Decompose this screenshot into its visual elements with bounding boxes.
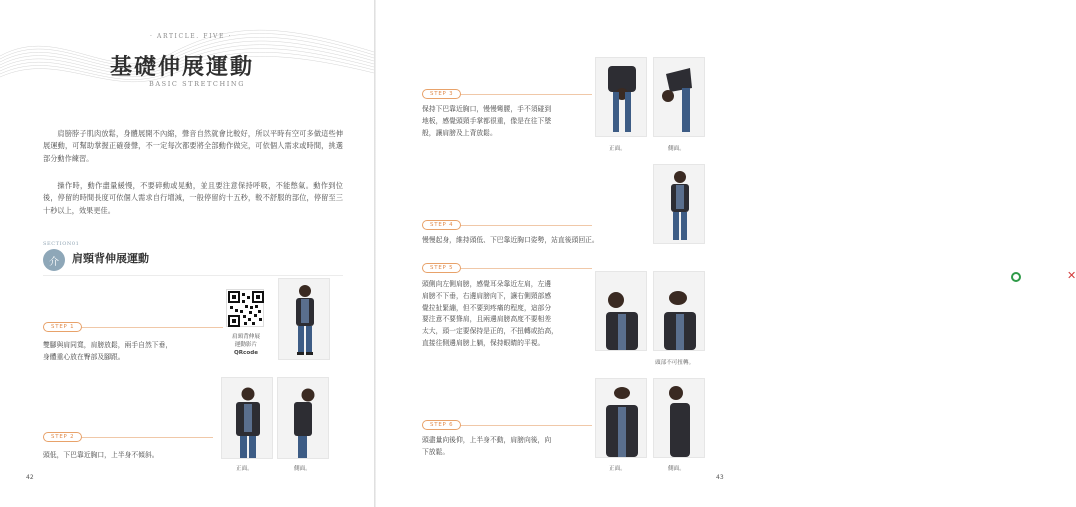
correct-mark-icon <box>1011 272 1021 282</box>
step-1-text-line-1: 雙腳與肩同寬，肩膀放鬆，兩手自然下垂， <box>43 341 173 349</box>
step-5-label: STEP 5 <box>422 263 461 273</box>
step-6-label: STEP 6 <box>422 420 461 430</box>
photo-step6-front <box>595 378 647 458</box>
page-subtitle: BASIC STRETCHING <box>149 80 245 88</box>
step-5-text-line-1: 頭側向左側肩膀，感覺耳朵靠近左肩，左邊 <box>422 280 552 288</box>
intro-paragraph-1: 肩膀脖子肌肉放鬆，身體展開不內縮，聲音自然就會比較好，所以平時有空可多做這些伸展運動，可幫助掌握正確發聲，不一定每次都要將全部動作做完，可依個人需求或時間，挑選部分動作練習。 <box>43 129 343 163</box>
qr-code-icon <box>227 290 265 328</box>
step-1-text <box>43 340 172 364</box>
step-3-text-line-1: 保持下巴靠近胸口，慢慢彎腰，手不須碰到 <box>422 105 552 113</box>
qr-caption <box>222 333 270 357</box>
photo-step4 <box>653 164 705 244</box>
step6-front-caption: 正面。 <box>609 466 626 472</box>
qr-caption-line-2: 運動影片 <box>234 342 258 348</box>
step-1-label: STEP 1 <box>43 322 82 332</box>
left-page <box>0 0 374 507</box>
step-5-text-line-5: 太大，頭一定要保持是正的，不扭轉或抬高， <box>422 327 558 336</box>
step-6-text-line-1: 頭盡量向後仰，上半身不動，肩膀向後，向 <box>422 436 552 444</box>
section-tag: SECTION01 <box>43 241 80 247</box>
step-3-text-line-2: 地板，感覺頭頸手掌都很重，像是在往下墜 <box>422 116 552 125</box>
step-3-text <box>422 104 551 139</box>
person-head-down-front-figure <box>222 378 274 460</box>
qr-caption-line-3: QRcode <box>233 350 259 356</box>
right-page <box>376 0 1076 507</box>
section-divider <box>43 275 343 276</box>
person-bending-side-figure <box>654 58 706 138</box>
intro-paragraph-2: 操作時，動作盡量緩慢，不要碎動或晃動，並且要注意保持呼吸，不能憋氣。動作到位後，停留的時間長度可依個人需求自行增減，一般停留約十五秒，較不舒服的部位，停留至三十秒以上，效果更佳。 <box>43 181 343 215</box>
article-eyebrow: · ARTICLE. FIVE · <box>150 33 232 40</box>
step3-side-caption: 側面。 <box>668 146 685 152</box>
step-2-label: STEP 2 <box>43 432 82 442</box>
page-title: 基礎伸展運動 <box>110 55 255 80</box>
step-5-text <box>422 279 558 350</box>
person-head-tilt-correct-figure <box>596 272 648 352</box>
step-1-text-line-2: 身體重心放在臀部及腳跟。 <box>43 352 125 361</box>
step-2-text: 頭低，下巴靠近胸口，上半身不傾斜。 <box>43 451 159 459</box>
step-5-text-line-3: 覺拉扯緊繃，但不要到疼痛的程度，這部分 <box>422 303 552 312</box>
photo-step3-front <box>595 57 647 137</box>
qr-caption-line-1: 肩頸背伸展 <box>232 334 260 340</box>
person-head-back-side-figure <box>654 379 706 459</box>
page-number-right: 43 <box>716 474 724 481</box>
page-number-left: 42 <box>26 474 34 481</box>
step-3-label: STEP 3 <box>422 89 461 99</box>
wrong-mark-icon: ✕ <box>1067 269 1076 282</box>
step-3-text-line-3: 般，讓肩膀及上背放鬆。 <box>422 128 497 137</box>
step3-front-caption: 正面。 <box>609 146 626 152</box>
person-bending-front-figure <box>596 58 648 138</box>
qr-code[interactable] <box>226 289 264 327</box>
photo-step2-side <box>277 377 329 459</box>
step-4-label: STEP 4 <box>422 220 461 230</box>
person-rising-figure <box>654 165 706 245</box>
person-head-twist-wrong-figure <box>654 272 706 352</box>
step6-side-caption: 側面。 <box>668 466 685 472</box>
person-head-down-side-figure <box>278 378 330 460</box>
section-badge: 介 <box>43 249 65 271</box>
step-5-text-line-6: 直接往側邊肩膀上躺，保持眼睛的平視。 <box>422 338 545 347</box>
section-title: 肩頸背伸展運動 <box>72 252 149 265</box>
person-head-back-front-figure <box>596 379 648 459</box>
person-standing-figure <box>279 279 331 361</box>
photo-step2-front <box>221 377 273 459</box>
step2-front-caption: 正面。 <box>236 466 253 472</box>
photo-step5-wrong <box>653 271 705 351</box>
photo-step6-side <box>653 378 705 458</box>
photo-step1-front <box>278 278 330 360</box>
photo-step3-side <box>653 57 705 137</box>
step-6-text-line-2: 下放鬆。 <box>422 447 450 456</box>
step-4-text: 慢慢起身，維持頭低、下巴靠近胸口姿勢，站直後頭回正。 <box>422 236 599 244</box>
step2-side-caption: 側面。 <box>294 466 311 472</box>
photo-step5-correct <box>595 271 647 351</box>
step-6-text <box>422 435 551 459</box>
step-5-text-line-4: 要注意不要聳肩，且兩邊肩膀高度不要相差 <box>422 315 552 324</box>
no-twist-caption: 頭部不可扭轉。 <box>655 360 695 366</box>
step-5-text-line-2: 肩膀不下垂，右邊肩膀向下，讓右側頸部感 <box>422 291 552 300</box>
